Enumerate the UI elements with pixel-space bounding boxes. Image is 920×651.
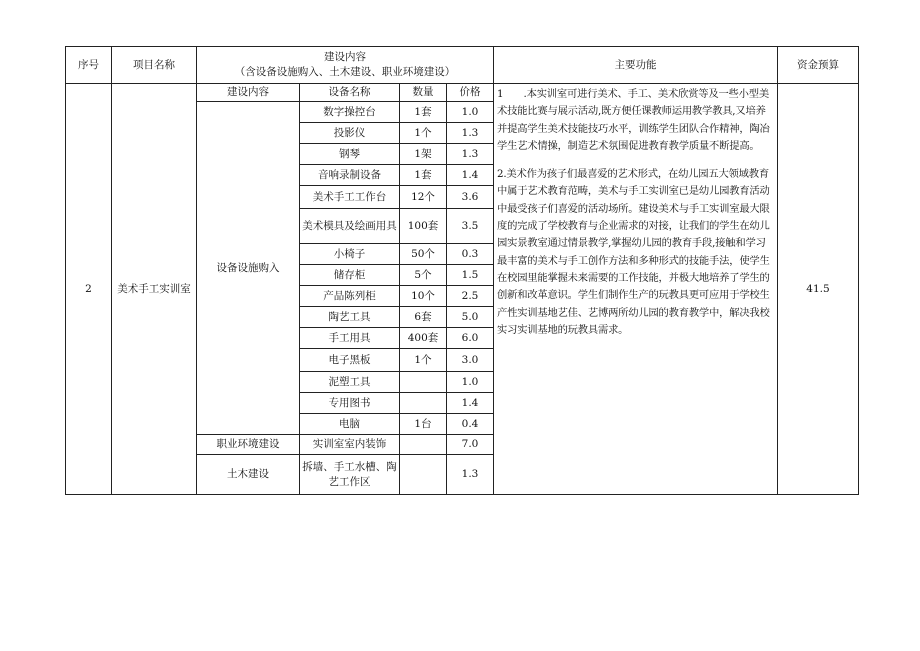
group-env: 职业环境建设 — [197, 435, 300, 455]
equipment-name: 手工用具 — [300, 328, 400, 349]
project-seq: 2 — [66, 84, 112, 495]
header-content-line1: 建设内容 — [324, 51, 366, 63]
equipment-qty: 5个 — [400, 265, 447, 286]
env-item-price: 7.0 — [447, 435, 494, 455]
equipment-name: 泥塑工具 — [300, 372, 400, 393]
header-function: 主要功能 — [494, 47, 778, 84]
equipment-name: 钢琴 — [300, 144, 400, 165]
equipment-qty: 100套 — [400, 209, 447, 244]
header-seq: 序号 — [66, 47, 112, 84]
header-budget: 资金预算 — [778, 47, 859, 84]
equipment-price: 3.6 — [447, 186, 494, 209]
equipment-price: 1.5 — [447, 265, 494, 286]
equipment-price: 5.0 — [447, 307, 494, 328]
group-civil: 土木建设 — [197, 455, 300, 495]
civil-item-price: 1.3 — [447, 455, 494, 495]
subheader-equipment: 设备名称 — [300, 84, 400, 102]
equipment-price: 0.3 — [447, 244, 494, 265]
equipment-name: 电脑 — [300, 414, 400, 435]
header-content-line2: （含设备设施购入、土木建设、职业环境建设） — [234, 66, 456, 78]
equipment-name: 美术模具及绘画用具 — [300, 209, 400, 244]
subheader-price: 价格 — [447, 84, 494, 102]
equipment-price: 1.4 — [447, 165, 494, 186]
civil-item-qty — [400, 455, 447, 495]
equipment-qty: 1台 — [400, 414, 447, 435]
equipment-name: 美术手工工作台 — [300, 186, 400, 209]
equipment-qty: 6套 — [400, 307, 447, 328]
equipment-qty: 1套 — [400, 102, 447, 123]
function-paragraph-2: 2.美术作为孩子们最喜爱的艺术形式，在幼儿园五大领域教育中属于艺术教育范畴，美术与手工实训室已是幼儿园教育活动中最受孩子们喜爱的活动场所。建设美术与手工实训室最大限度的完成了学校教育与企业需求的对接，让我们的学生在幼儿园实景教室通过情景教学,掌握幼儿园的教育手段,接触和学习最丰富的美术与手工创作方法和多种形式的技能手法，使学生在校园里能掌握未来需要的工作技能，并极大地培养了学生的创新和改革意识。学生们制作生产的玩教具更可应用于学校生产性实训基地艺佳、艺博两所幼儿园的教育教学中，解决我校实习实训基地的玩教具需求。 — [497, 168, 770, 336]
equipment-name: 储存柜 — [300, 265, 400, 286]
equipment-qty: 1个 — [400, 349, 447, 372]
equipment-price: 1.3 — [447, 123, 494, 144]
civil-item-name: 拆墙、手工水槽、陶艺工作区 — [300, 455, 400, 495]
equipment-qty — [400, 393, 447, 414]
equipment-name: 陶艺工具 — [300, 307, 400, 328]
env-item-qty — [400, 435, 447, 455]
equipment-qty: 1个 — [400, 123, 447, 144]
equipment-price: 1.3 — [447, 144, 494, 165]
env-item-name: 实训室室内装饰 — [300, 435, 400, 455]
function-paragraph-1: 1 .本实训室可进行美术、手工、美术欣赏等及一些小型美术技能比赛与展示活动,既方便任课教师运用教学教具,又培养并提高学生美术技能技巧水平，训练学生团队合作精神，陶冶学生艺术情操，制造艺术氛围促进教育教学质量不断提高。 — [497, 88, 770, 152]
project-budget: 41.5 — [778, 84, 859, 495]
equipment-name: 专用图书 — [300, 393, 400, 414]
header-project-name: 项目名称 — [112, 47, 197, 84]
group-purchase: 设备设施购入 — [197, 102, 300, 435]
equipment-qty: 1套 — [400, 165, 447, 186]
equipment-price: 1.4 — [447, 393, 494, 414]
project-name: 美术手工实训室 — [112, 84, 197, 495]
project-table — [65, 46, 859, 495]
function-description — [494, 84, 778, 495]
equipment-qty: 12个 — [400, 186, 447, 209]
equipment-price: 3.0 — [447, 349, 494, 372]
equipment-qty — [400, 372, 447, 393]
equipment-price: 6.0 — [447, 328, 494, 349]
equipment-price: 0.4 — [447, 414, 494, 435]
equipment-price: 1.0 — [447, 102, 494, 123]
equipment-price: 3.5 — [447, 209, 494, 244]
header-content — [197, 47, 494, 84]
equipment-name: 小椅子 — [300, 244, 400, 265]
equipment-qty: 400套 — [400, 328, 447, 349]
equipment-price: 2.5 — [447, 286, 494, 307]
subheader-qty: 数量 — [400, 84, 447, 102]
equipment-name: 电子黑板 — [300, 349, 400, 372]
equipment-qty: 50个 — [400, 244, 447, 265]
subheader-content: 建设内容 — [197, 84, 300, 102]
equipment-name: 音响录制设备 — [300, 165, 400, 186]
equipment-qty: 10个 — [400, 286, 447, 307]
equipment-name: 投影仪 — [300, 123, 400, 144]
equipment-price: 1.0 — [447, 372, 494, 393]
equipment-name: 数字操控台 — [300, 102, 400, 123]
equipment-qty: 1架 — [400, 144, 447, 165]
equipment-name: 产品陈列柜 — [300, 286, 400, 307]
